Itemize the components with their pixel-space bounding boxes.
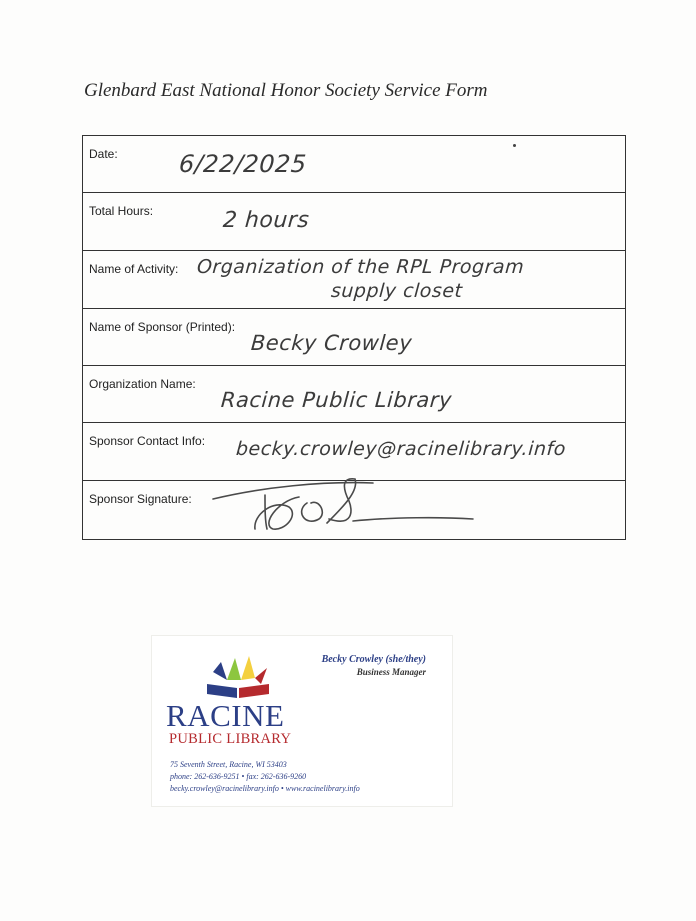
total-hours-value: 2 hours xyxy=(222,208,311,233)
sponsor-name-label: Name of Sponsor (Printed): xyxy=(89,320,236,334)
card-email-web: becky.crowley@racinelibrary.info • www.racinelibrary.info xyxy=(170,784,360,793)
form-row-signature xyxy=(83,481,625,539)
form-row-date xyxy=(83,136,625,193)
contact-label: Sponsor Contact Info: xyxy=(89,434,206,448)
card-role: Business Manager xyxy=(356,667,426,677)
form-row-organization xyxy=(83,366,625,423)
form-row-activity xyxy=(83,251,625,309)
activity-value-line1: Organization of the RPL Program xyxy=(196,256,525,278)
date-value: 6/22/2025 xyxy=(178,150,308,178)
business-card xyxy=(152,636,452,806)
signature-label: Sponsor Signature: xyxy=(89,492,192,506)
activity-label: Name of Activity: xyxy=(89,262,179,276)
total-hours-label: Total Hours: xyxy=(89,204,154,218)
card-address: 75 Seventh Street, Racine, WI 53403 xyxy=(170,760,287,769)
organization-value: Racine Public Library xyxy=(220,388,453,412)
activity-value-line2: supply closet xyxy=(330,280,464,302)
date-label: Date: xyxy=(89,147,118,161)
card-phone-fax: phone: 262-636-9251 • fax: 262-636-9260 xyxy=(170,772,307,781)
sponsor-name-value: Becky Crowley xyxy=(250,331,413,355)
organization-label: Organization Name: xyxy=(89,377,196,391)
logo-sub-text: PUBLIC LIBRARY xyxy=(169,731,292,747)
logo-main-text: RACINE xyxy=(166,698,285,733)
sponsor-signature xyxy=(203,473,493,533)
ink-dot xyxy=(513,144,516,147)
card-name: Becky Crowley (she/they) xyxy=(321,654,426,665)
form-title: Glenbard East National Honor Society Service Form xyxy=(84,80,488,101)
form-row-total-hours xyxy=(83,193,625,251)
contact-value: becky.crowley@racinelibrary.info xyxy=(235,438,567,460)
library-book-logo-icon xyxy=(205,654,271,698)
form-row-sponsor-name xyxy=(83,309,625,366)
service-form-table xyxy=(82,135,626,540)
